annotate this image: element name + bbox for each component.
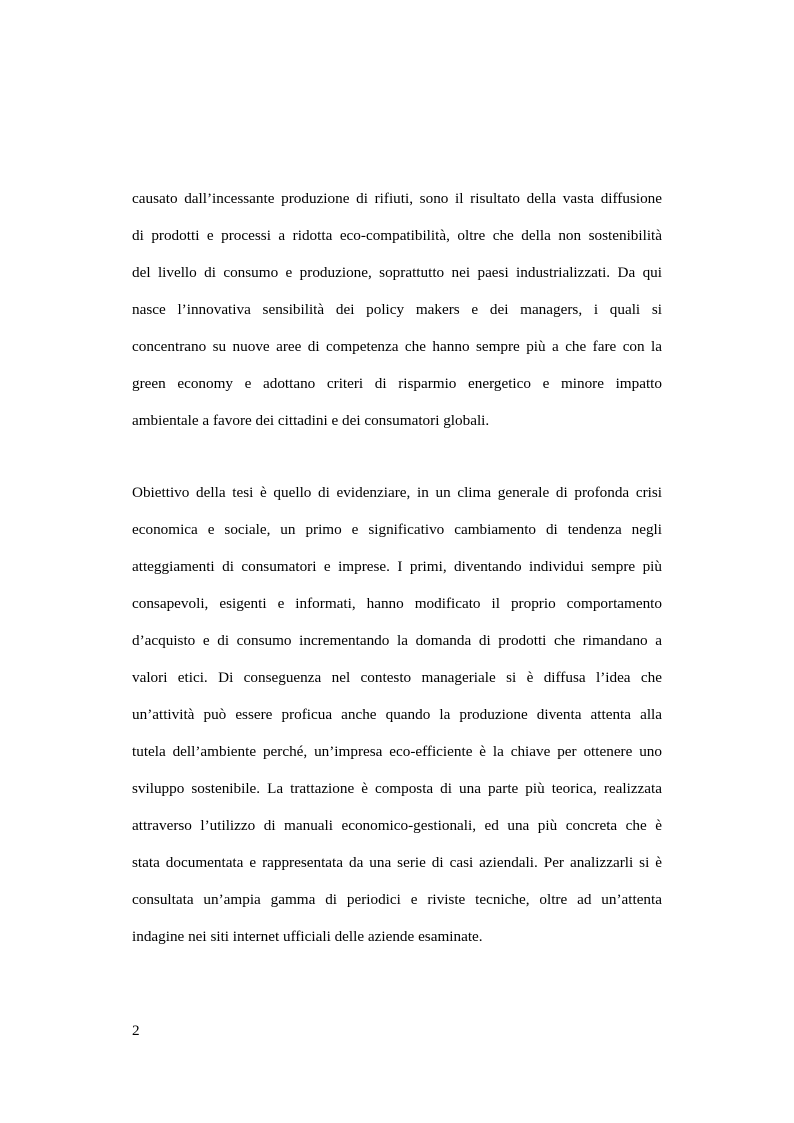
paragraph-thesis-objective [132, 482, 662, 963]
paragraph-line: causato dall’incessante produzione di rifiuti, sono il risultato della vasta diffusione [132, 190, 662, 207]
paragraph-line: ambientale a favore dei cittadini e dei consumatori globali. [132, 412, 490, 429]
paragraph-line: consapevoli, esigenti e informati, hanno modificato il proprio comportamento [132, 595, 662, 612]
paragraph-line: stata documentata e rappresentata da una serie di casi aziendali. Per analizzarli si è [132, 854, 662, 871]
paragraph-line: un’attività può essere proficua anche quando la produzione diventa attenta alla [132, 706, 662, 723]
paragraph-line: sviluppo sostenibile. La trattazione è composta di una parte più teorica, realizzata [132, 780, 662, 797]
page-number: 2 [132, 1022, 140, 1039]
paragraph-line: concentrano su nuove aree di competenza che hanno sempre più a che fare con la [132, 338, 662, 355]
paragraph-line: atteggiamenti di consumatori e imprese. I primi, diventando individui sempre più [132, 558, 662, 575]
paragraph-line: consultata un’ampia gamma di periodici e riviste tecniche, oltre ad un’attenta [132, 891, 662, 908]
paragraph-line: attraverso l’utilizzo di manuali economico-gestionali, ed una più concreta che è [132, 817, 662, 834]
paragraph-line: valori etici. Di conseguenza nel contesto manageriale si è diffusa l’idea che [132, 669, 662, 686]
paragraph-line: indagine nei siti internet ufficiali delle aziende esaminate. [132, 928, 483, 945]
paragraph-line: Obiettivo della tesi è quello di evidenziare, in un clima generale di profonda crisi [132, 484, 662, 501]
paragraph-line: economica e sociale, un primo e significativo cambiamento di tendenza negli [132, 521, 662, 538]
paragraph-context [132, 188, 662, 447]
paragraph-line: d’acquisto e di consumo incrementando la domanda di prodotti che rimandano a [132, 632, 662, 649]
paragraph-line: green economy e adottano criteri di risparmio energetico e minore impatto [132, 375, 662, 392]
paragraph-line: del livello di consumo e produzione, soprattutto nei paesi industrializzati. Da qui [132, 264, 662, 281]
paragraph-line: di prodotti e processi a ridotta eco-compatibilità, oltre che della non sostenibilità [132, 227, 662, 244]
paragraph-line: nasce l’innovativa sensibilità dei policy makers e dei managers, i quali si [132, 301, 662, 318]
paragraph-line: tutela dell’ambiente perché, un’impresa eco-efficiente è la chiave per ottenere uno [132, 743, 662, 760]
